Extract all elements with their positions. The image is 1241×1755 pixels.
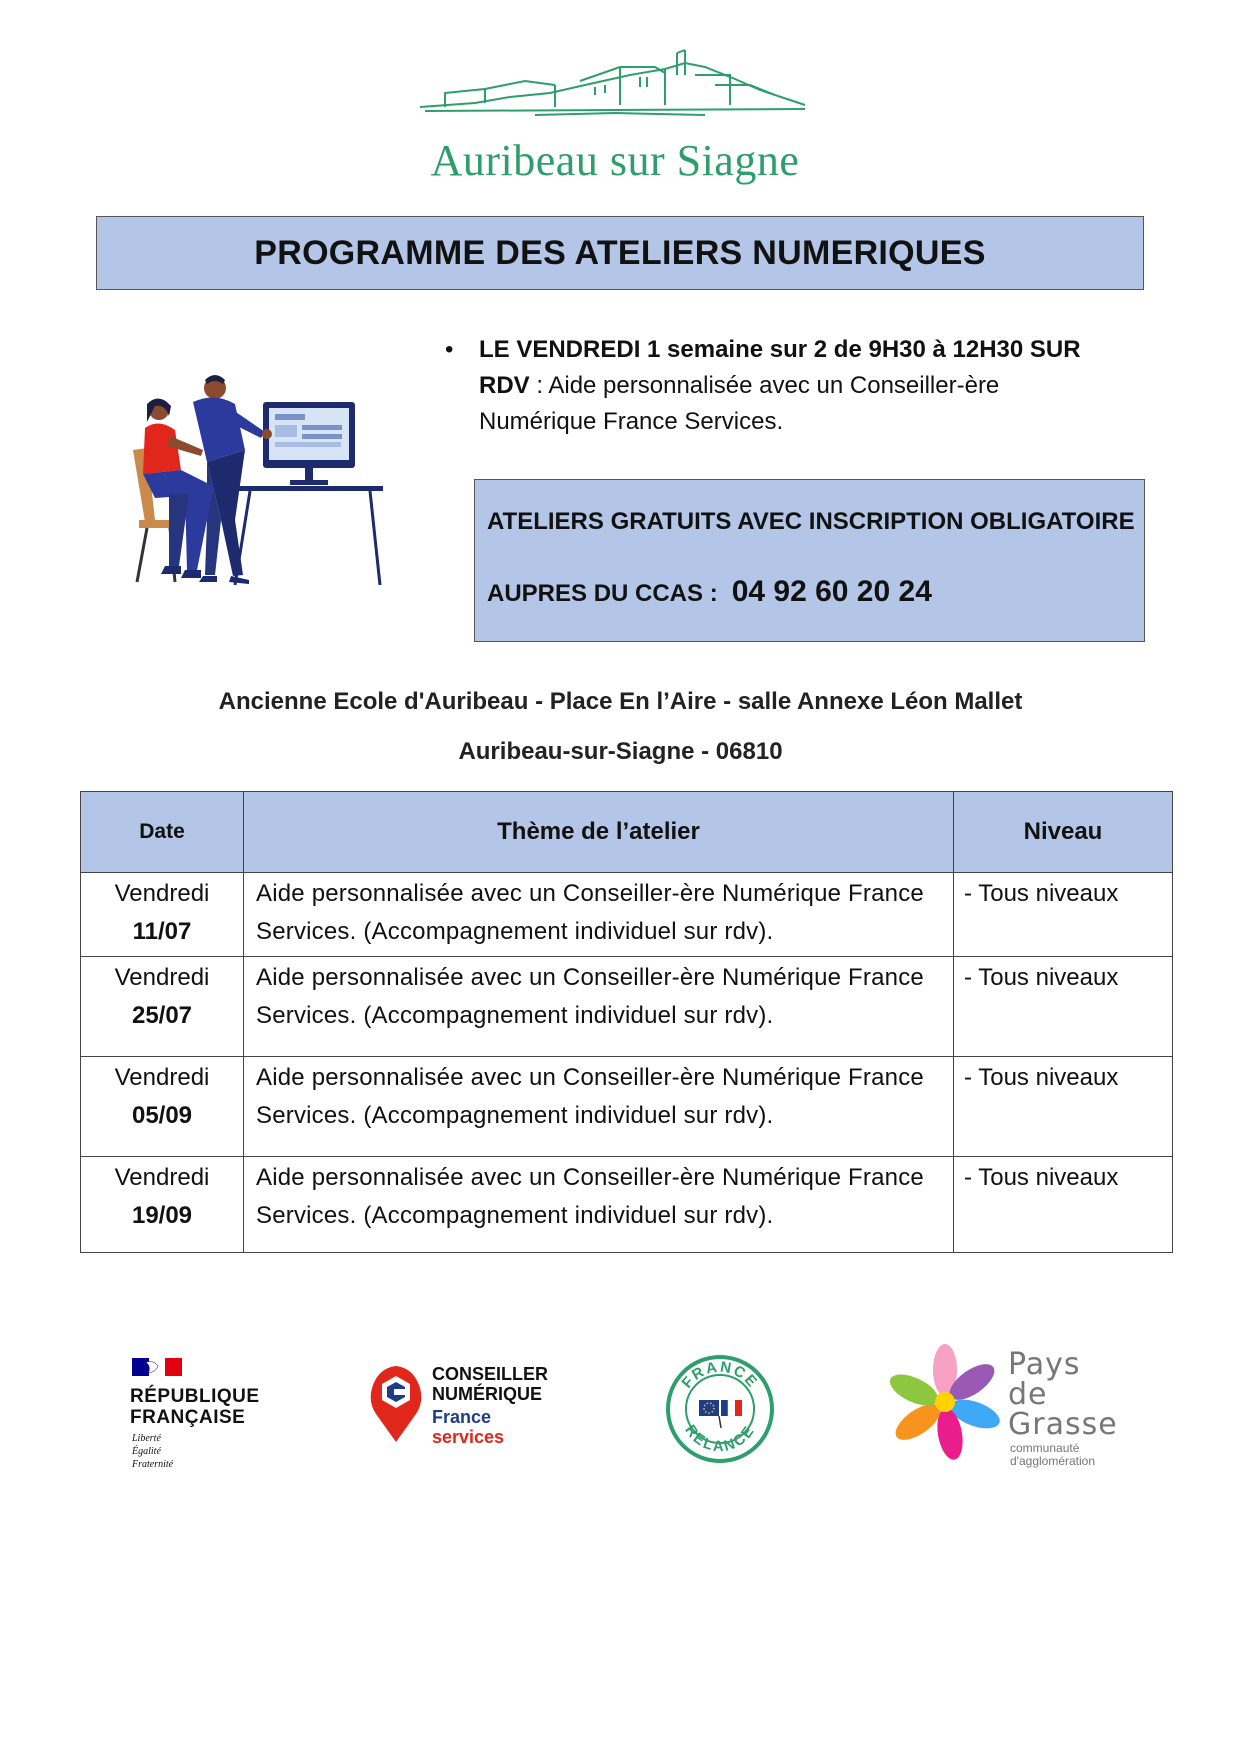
table-row	[81, 873, 1173, 957]
pays-de-grasse-subtitle	[1010, 1442, 1095, 1468]
republique-francaise-logo	[128, 1358, 268, 1473]
theme-cell: Aide personnalisée avec un Conseiller-ère Numérique France Services. (Accompagnement individuel sur rdv).	[244, 1057, 954, 1157]
level-cell: - Tous niveaux	[954, 873, 1173, 957]
title-banner	[96, 216, 1144, 290]
day-label: Vendredi	[114, 1164, 210, 1191]
column-header-theme: Thème de l’atelier	[244, 792, 954, 873]
address-line-2: Auribeau-sur-Siagne - 06810	[458, 738, 783, 765]
date-value: 05/09	[131, 1102, 193, 1129]
pays-de-grasse-name	[1008, 1347, 1118, 1442]
motto-egalite: Égalité	[132, 1446, 161, 1457]
registration-label: AUPRES DU CCAS :	[487, 580, 718, 607]
date-value: 25/07	[131, 1002, 193, 1029]
date-value: 11/07	[132, 918, 192, 945]
village-skyline-icon	[415, 45, 815, 140]
date-cell	[81, 1057, 244, 1157]
date-value: 19/09	[131, 1202, 193, 1229]
pg-sub-2: d'agglomération	[1010, 1454, 1096, 1468]
address-line-1: Ancienne Ecole d'Auribeau - Place En l’Aire - salle Annexe Léon Mallet	[218, 688, 1023, 715]
pays-de-grasse-logo	[880, 1342, 1140, 1468]
day-label: Vendredi	[114, 880, 210, 907]
motto-liberte: Liberté	[132, 1433, 161, 1444]
rf-line-2: FRANÇAISE	[130, 1407, 246, 1428]
day-label: Vendredi	[114, 964, 210, 991]
cn-france: France	[432, 1407, 492, 1427]
pg-sub-1: communauté	[1010, 1441, 1080, 1455]
france-relance-seal-icon	[663, 1352, 778, 1467]
registration-contact	[487, 575, 932, 609]
level-cell: - Tous niveaux	[954, 1157, 1173, 1253]
seal-top-text: FRANCE	[678, 1358, 762, 1392]
cn-line-1: CONSEILLER	[432, 1364, 549, 1384]
cn-services: services	[432, 1427, 505, 1447]
france-relance-logo	[663, 1352, 778, 1467]
seal-bottom-text: RELANCE	[681, 1421, 759, 1456]
bullet-description: : Aide personnalisée avec un Conseiller-ère Numérique France Services.	[479, 372, 1000, 435]
town-logo	[415, 45, 815, 185]
table-header-row	[81, 792, 1173, 873]
republique-francaise-name	[130, 1386, 260, 1428]
table-row	[81, 957, 1173, 1057]
pg-line-3: Grasse	[1008, 1407, 1118, 1442]
phone-number: 04 92 60 20 24	[731, 575, 932, 608]
map-pin-icon	[368, 1362, 424, 1444]
date-cell	[81, 1157, 244, 1253]
registration-notice: ATELIERS GRATUITS AVEC INSCRIPTION OBLIGATOIRE	[487, 508, 1135, 535]
computer-users-illustration	[125, 370, 385, 590]
pg-line-1: Pays	[1008, 1347, 1081, 1382]
people-at-computer-icon	[125, 370, 385, 590]
bullet-dot: •	[445, 336, 454, 363]
theme-cell: Aide personnalisée avec un Conseiller-ère Numérique France Services. (Accompagnement individuel sur rdv).	[244, 1157, 954, 1253]
flower-icon	[880, 1342, 1010, 1462]
bullet-text	[479, 332, 1119, 440]
page-title: PROGRAMME DES ATELIERS NUMERIQUES	[254, 233, 986, 272]
pg-line-2: de	[1008, 1377, 1048, 1412]
town-name: Auribeau sur Siagne	[430, 136, 800, 185]
motto-fraternite: Fraternité	[132, 1459, 174, 1470]
date-cell	[81, 957, 244, 1057]
theme-cell: Aide personnalisée avec un Conseiller-ère Numérique France Services. (Accompagnement individuel sur rdv).	[244, 873, 954, 957]
column-header-level: Niveau	[954, 792, 1173, 873]
cn-line-2: NUMÉRIQUE	[432, 1384, 543, 1404]
level-cell: - Tous niveaux	[954, 1057, 1173, 1157]
theme-cell: Aide personnalisée avec un Conseiller-ère Numérique France Services. (Accompagnement individuel sur rdv).	[244, 957, 954, 1057]
day-label: Vendredi	[114, 1064, 210, 1091]
rf-line-1: RÉPUBLIQUE	[130, 1386, 260, 1407]
registration-box	[474, 479, 1145, 642]
republique-motto	[132, 1432, 173, 1471]
level-cell: - Tous niveaux	[954, 957, 1173, 1057]
table-row	[81, 1157, 1173, 1253]
bullet-bold-text: LE VENDREDI 1 semaine sur 2 de 9H30 à 12H30 SUR RDV	[479, 336, 1081, 399]
table-row	[81, 1057, 1173, 1157]
workshops-table	[80, 791, 1173, 1253]
conseiller-numerique-title	[432, 1364, 548, 1404]
date-cell	[81, 873, 244, 957]
marianne-flag-icon	[132, 1358, 182, 1376]
conseiller-numerique-logo	[368, 1362, 568, 1462]
column-header-date: Date	[81, 792, 244, 873]
